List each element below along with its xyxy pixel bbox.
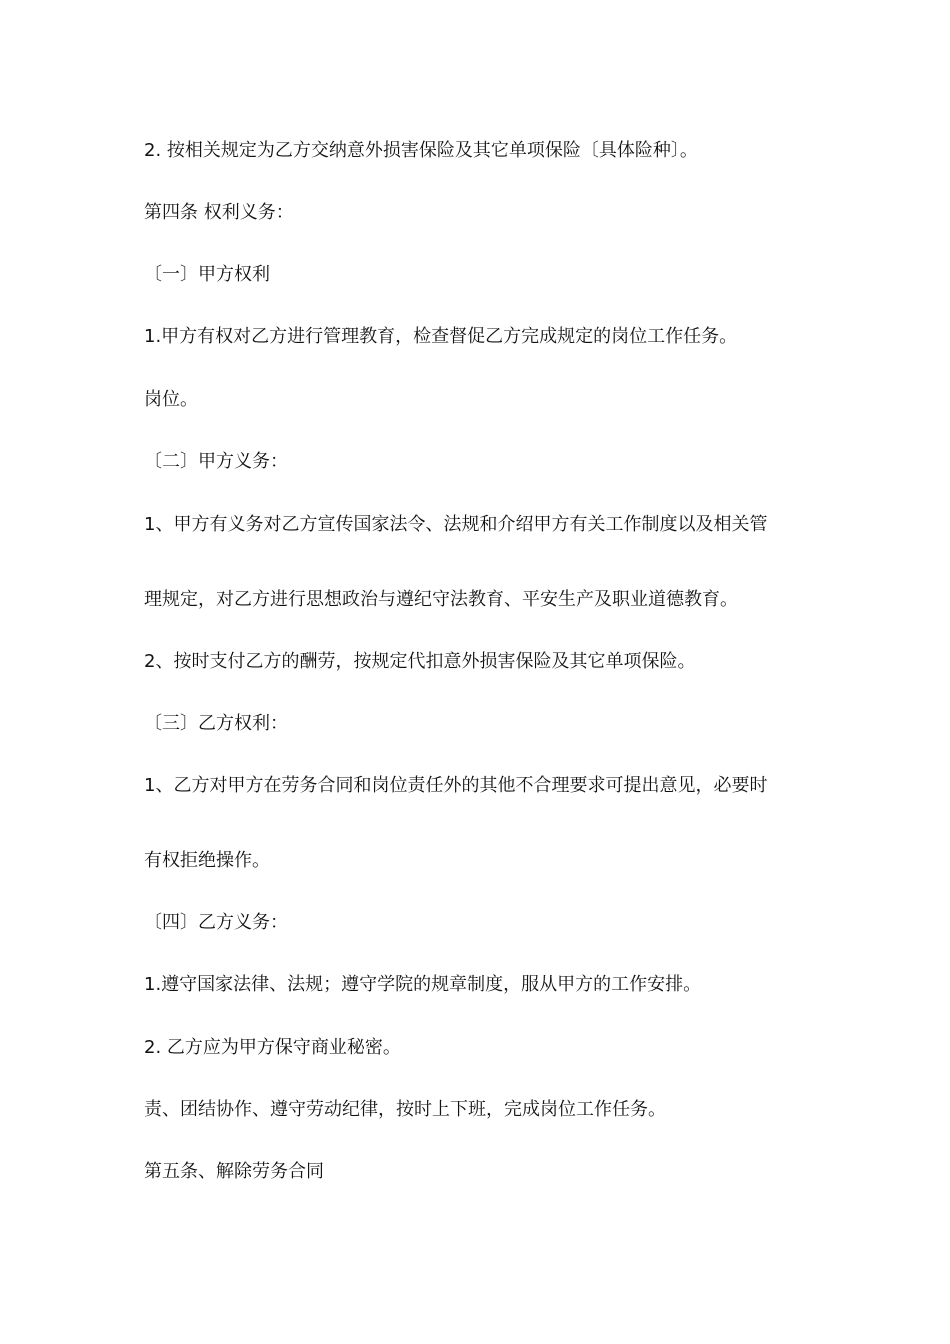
text-line: 〔三〕乙方权利： bbox=[144, 713, 288, 734]
text-line: 第五条、解除劳务合同 bbox=[144, 1161, 324, 1182]
text-line: 1、甲方有义务对乙方宣传国家法令、法规和介绍甲方有关工作制度以及相关管 bbox=[144, 514, 768, 535]
text-line: 责、团结协作、遵守劳动纪律，按时上下班，完成岗位工作任务。 bbox=[144, 1099, 666, 1120]
text-line: 2. 按相关规定为乙方交纳意外损害保险及其它单项保险〔具体险种〕。 bbox=[144, 140, 698, 161]
text-line: 岗位。 bbox=[144, 389, 198, 410]
text-line: 〔四〕乙方义务： bbox=[144, 912, 288, 933]
text-line: 理规定，对乙方进行思想政治与遵纪守法教育、平安生产及职业道德教育。 bbox=[144, 589, 738, 610]
text-line: 〔一〕甲方权利 bbox=[144, 264, 270, 285]
text-line: 1、乙方对甲方在劳务合同和岗位责任外的其他不合理要求可提出意见，必要时 bbox=[144, 775, 768, 796]
text-line: 2. 乙方应为甲方保守商业秘密。 bbox=[144, 1037, 401, 1058]
text-line: 第四条 权利义务： bbox=[144, 202, 294, 223]
text-line: 1.甲方有权对乙方进行管理教育，检查督促乙方完成规定的岗位工作任务。 bbox=[144, 326, 738, 347]
text-line: 1.遵守国家法律、法规；遵守学院的规章制度，服从甲方的工作安排。 bbox=[144, 974, 702, 995]
text-line: 有权拒绝操作。 bbox=[144, 850, 270, 871]
text-line: 〔二〕甲方义务： bbox=[144, 451, 288, 472]
text-line: 2、按时支付乙方的酬劳，按规定代扣意外损害保险及其它单项保险。 bbox=[144, 651, 696, 672]
